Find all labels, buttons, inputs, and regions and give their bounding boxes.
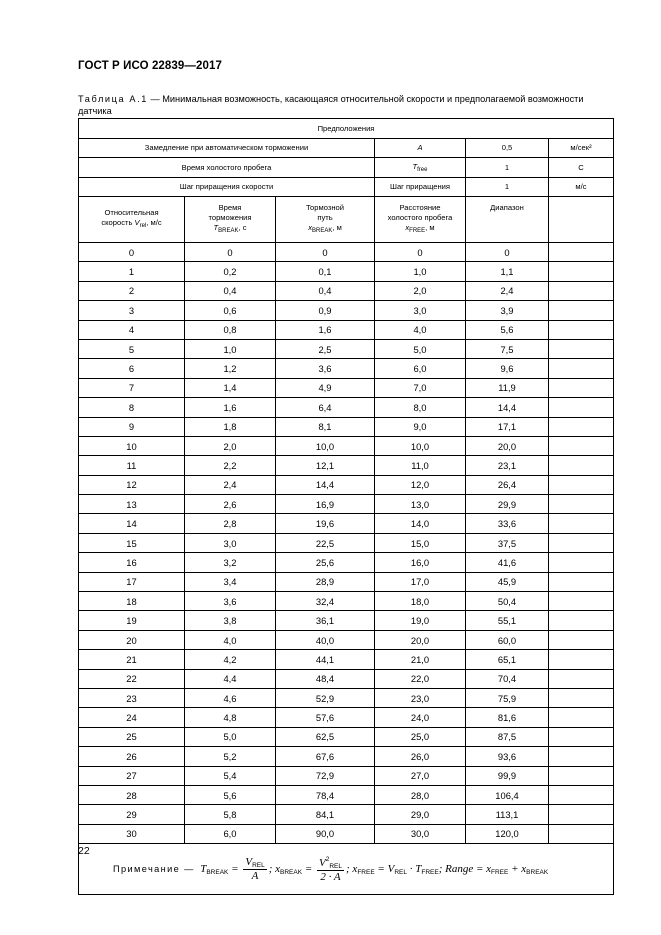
table-cell: 4,2 <box>185 650 276 669</box>
table-cell: 2 <box>79 281 185 300</box>
table-cell: 120,0 <box>466 824 549 843</box>
table-cell: 0,4 <box>185 281 276 300</box>
table-row <box>79 281 614 300</box>
param-symbol: $T_{free}$ <box>375 158 466 178</box>
table-cell: 17 <box>79 572 185 591</box>
table-cell: 0,4 <box>276 281 375 300</box>
col-header-brake-distance: Тормозной путь $x_{BREAK}$, м <box>276 197 375 243</box>
table-cell: 14 <box>79 514 185 533</box>
table-cell: 37,5 <box>466 533 549 552</box>
table-cell-empty <box>549 243 614 262</box>
table-cell: 9 <box>79 417 185 436</box>
table-cell: 9,0 <box>375 417 466 436</box>
table-cell: 5,2 <box>185 747 276 766</box>
table-cell: 13,0 <box>375 495 466 514</box>
param-row <box>79 138 614 158</box>
col-header-empty <box>549 197 614 243</box>
table-cell: 12,0 <box>375 475 466 494</box>
table-cell: 93,6 <box>466 747 549 766</box>
table-cell: 60,0 <box>466 630 549 649</box>
table-cell: 16,9 <box>276 495 375 514</box>
table-cell: 90,0 <box>276 824 375 843</box>
param-row <box>79 158 614 178</box>
table-cell: 72,9 <box>276 766 375 785</box>
table-cell-empty <box>549 727 614 746</box>
table-cell: 4,4 <box>185 669 276 688</box>
table-row <box>79 417 614 436</box>
table-cell: 81,6 <box>466 708 549 727</box>
table-cell: 28,9 <box>276 572 375 591</box>
assumptions-title: Предположения <box>79 119 614 139</box>
table-cell: 28,0 <box>375 785 466 804</box>
table-cell: 12 <box>79 475 185 494</box>
table-cell-empty <box>549 766 614 785</box>
table-row <box>79 339 614 358</box>
table-cell: 4,9 <box>276 378 375 397</box>
table-cell: 0 <box>466 243 549 262</box>
table-cell: 106,4 <box>466 785 549 804</box>
table-row <box>79 592 614 611</box>
table-cell-empty <box>549 514 614 533</box>
table-cell: 1,2 <box>185 359 276 378</box>
table-cell: 36,1 <box>276 611 375 630</box>
note-formula: $T_{BREAK}$ = $\frac{V_{REL}}{A}$ ; $x_{BREAK}$ = $\frac{V^2_{REL}}{2 \cdot A}$ ; $x_{FREE} = V_{REL} \cdot T_{FREE}$; Range = $x_{FREE} + x_{BREAK}$ <box>194 855 549 883</box>
table-cell: 1,6 <box>185 398 276 417</box>
table-cell: 7,0 <box>375 378 466 397</box>
param-unit: С <box>549 158 614 178</box>
table-cell: 5,0 <box>185 727 276 746</box>
capability-table <box>78 118 614 895</box>
table-cell: 4,8 <box>185 708 276 727</box>
table-cell: 2,5 <box>276 339 375 358</box>
table-cell: 10,0 <box>375 436 466 455</box>
table-row <box>79 824 614 843</box>
column-header-row <box>79 197 614 243</box>
table-cell: 11,0 <box>375 456 466 475</box>
table-cell: 24 <box>79 708 185 727</box>
table-cell-empty <box>549 398 614 417</box>
table-cell-empty <box>549 456 614 475</box>
table-row <box>79 727 614 746</box>
table-cell: 23,0 <box>375 688 466 707</box>
table-cell: 3,0 <box>185 533 276 552</box>
table-cell-empty <box>549 359 614 378</box>
param-symbol: A <box>375 138 466 158</box>
table-cell: 23 <box>79 688 185 707</box>
table-cell: 30,0 <box>375 824 466 843</box>
table-cell: 8,0 <box>375 398 466 417</box>
table-cell: 70,4 <box>466 669 549 688</box>
table-cell: 29,0 <box>375 805 466 824</box>
table-cell: 62,5 <box>276 727 375 746</box>
param-unit: м/сек² <box>549 138 614 158</box>
table-cell: 29,9 <box>466 495 549 514</box>
table-cell: 0,2 <box>185 262 276 281</box>
table-cell: 3,9 <box>466 301 549 320</box>
table-cell: 26,0 <box>375 747 466 766</box>
table-cell-empty <box>549 417 614 436</box>
table-cell: 3,6 <box>185 592 276 611</box>
table-cell: 24,0 <box>375 708 466 727</box>
col-header-velocity: Относительная скорость $V_{rel}$, м/с <box>79 197 185 243</box>
table-cell: 3,4 <box>185 572 276 591</box>
table-cell: 1,4 <box>185 378 276 397</box>
table-cell: 21 <box>79 650 185 669</box>
table-cell: 22,0 <box>375 669 466 688</box>
table-cell: 65,1 <box>466 650 549 669</box>
caption-label: Таблица А.1 <box>78 94 148 104</box>
col-header-range: Диапазон <box>466 197 549 243</box>
table-cell: 17,1 <box>466 417 549 436</box>
table-cell: 7 <box>79 378 185 397</box>
table-row <box>79 611 614 630</box>
param-unit: м/с <box>549 177 614 197</box>
table-cell-empty <box>549 436 614 455</box>
table-cell: 50,4 <box>466 592 549 611</box>
table-cell: 25,0 <box>375 727 466 746</box>
table-cell: 32,4 <box>276 592 375 611</box>
table-cell-empty <box>549 708 614 727</box>
col-header-free-distance: Расстояние холостого пробега $x_{FREE}$, м <box>375 197 466 243</box>
table-cell: 19,0 <box>375 611 466 630</box>
table-cell: 27 <box>79 766 185 785</box>
table-cell: 11 <box>79 456 185 475</box>
table-cell-empty <box>549 572 614 591</box>
table-cell: 11,9 <box>466 378 549 397</box>
table-row <box>79 456 614 475</box>
table-cell: 27,0 <box>375 766 466 785</box>
table-row <box>79 747 614 766</box>
table-cell: 0 <box>79 243 185 262</box>
table-cell-empty <box>549 533 614 552</box>
param-row <box>79 177 614 197</box>
table-cell: 4,0 <box>185 630 276 649</box>
table-cell: 18,0 <box>375 592 466 611</box>
table-row <box>79 514 614 533</box>
table-cell: 10,0 <box>276 436 375 455</box>
table-cell: 84,1 <box>276 805 375 824</box>
table-cell: 5,0 <box>375 339 466 358</box>
table-cell: 5,8 <box>185 805 276 824</box>
table-cell: 44,1 <box>276 650 375 669</box>
param-label: Замедление при автоматическом торможении <box>79 138 375 158</box>
table-cell: 15 <box>79 533 185 552</box>
table-cell-empty <box>549 262 614 281</box>
param-value: 1 <box>466 177 549 197</box>
table-cell: 2,0 <box>375 281 466 300</box>
table-cell: 45,9 <box>466 572 549 591</box>
table-cell: 40,0 <box>276 630 375 649</box>
param-symbol: Шаг приращения <box>375 177 466 197</box>
table-cell: 20 <box>79 630 185 649</box>
table-cell: 0 <box>185 243 276 262</box>
table-cell: 0 <box>276 243 375 262</box>
table-cell: 4,6 <box>185 688 276 707</box>
table-cell: 113,1 <box>466 805 549 824</box>
table-cell-empty <box>549 378 614 397</box>
table-cell: 6 <box>79 359 185 378</box>
table-cell: 29 <box>79 805 185 824</box>
table-cell: 5 <box>79 339 185 358</box>
table-cell: 22 <box>79 669 185 688</box>
table-cell-empty <box>549 785 614 804</box>
table-cell-empty <box>549 339 614 358</box>
table-cell: 20,0 <box>375 630 466 649</box>
table-cell: 23,1 <box>466 456 549 475</box>
table-row <box>79 243 614 262</box>
table-cell: 14,4 <box>466 398 549 417</box>
table-cell: 0,6 <box>185 301 276 320</box>
note-cell <box>79 844 614 895</box>
table-cell: 9,6 <box>466 359 549 378</box>
table-caption <box>78 93 613 117</box>
table-cell: 41,6 <box>466 553 549 572</box>
table-cell: 20,0 <box>466 436 549 455</box>
table-cell: 3,2 <box>185 553 276 572</box>
table-cell: 48,4 <box>276 669 375 688</box>
table-row <box>79 398 614 417</box>
table-row <box>79 669 614 688</box>
table-row <box>79 688 614 707</box>
table-row <box>79 495 614 514</box>
table-row <box>79 785 614 804</box>
table-cell: 1,6 <box>276 320 375 339</box>
table-cell-empty <box>549 301 614 320</box>
table-cell-empty <box>549 281 614 300</box>
table-cell: 28 <box>79 785 185 804</box>
caption-text: — Минимальная возможность, касающаяся относительной скорости и предполагаемой возможности датчика <box>78 94 584 116</box>
table-row <box>79 572 614 591</box>
table-cell: 4,0 <box>375 320 466 339</box>
table-cell: 10 <box>79 436 185 455</box>
param-value: 0,5 <box>466 138 549 158</box>
table-row <box>79 359 614 378</box>
table-cell: 2,4 <box>185 475 276 494</box>
table-row <box>79 650 614 669</box>
table-row <box>79 436 614 455</box>
table-cell: 18 <box>79 592 185 611</box>
table-cell: 78,4 <box>276 785 375 804</box>
table-cell: 2,6 <box>185 495 276 514</box>
table-cell-empty <box>549 805 614 824</box>
table-cell: 4 <box>79 320 185 339</box>
param-label: Шаг приращения скорости <box>79 177 375 197</box>
table-cell: 0 <box>375 243 466 262</box>
table-row <box>79 320 614 339</box>
table-cell-empty <box>549 611 614 630</box>
table-cell: 67,6 <box>276 747 375 766</box>
table-cell-empty <box>549 495 614 514</box>
table-cell: 8,1 <box>276 417 375 436</box>
table-cell: 3 <box>79 301 185 320</box>
table-cell-empty <box>549 650 614 669</box>
table-row <box>79 805 614 824</box>
table-cell: 14,0 <box>375 514 466 533</box>
table-row <box>79 475 614 494</box>
table-cell-empty <box>549 592 614 611</box>
table-cell: 75,9 <box>466 688 549 707</box>
table-row <box>79 378 614 397</box>
table-cell: 1 <box>79 262 185 281</box>
note-row <box>79 844 614 895</box>
table-cell: 2,2 <box>185 456 276 475</box>
table-cell: 17,0 <box>375 572 466 591</box>
table-cell-empty <box>549 320 614 339</box>
table-cell: 25,6 <box>276 553 375 572</box>
table-cell: 87,5 <box>466 727 549 746</box>
table-cell: 6,0 <box>185 824 276 843</box>
table-cell: 21,0 <box>375 650 466 669</box>
table-cell: 3,6 <box>276 359 375 378</box>
table-cell: 22,5 <box>276 533 375 552</box>
table-cell: 2,0 <box>185 436 276 455</box>
table-cell: 0,1 <box>276 262 375 281</box>
table-cell: 8 <box>79 398 185 417</box>
table-cell: 0,8 <box>185 320 276 339</box>
table-cell-empty <box>549 747 614 766</box>
table-row <box>79 262 614 281</box>
table-cell: 16 <box>79 553 185 572</box>
table-cell: 2,4 <box>466 281 549 300</box>
param-value: 1 <box>466 158 549 178</box>
table-cell: 57,6 <box>276 708 375 727</box>
table-row <box>79 553 614 572</box>
table-cell: 6,4 <box>276 398 375 417</box>
table-cell: 19 <box>79 611 185 630</box>
table-cell: 26 <box>79 747 185 766</box>
table-cell-empty <box>549 630 614 649</box>
table-cell: 1,1 <box>466 262 549 281</box>
table-cell: 25 <box>79 727 185 746</box>
table-cell: 16,0 <box>375 553 466 572</box>
table-cell: 1,0 <box>185 339 276 358</box>
table-cell: 5,6 <box>185 785 276 804</box>
note-label: Примечание — <box>113 863 195 874</box>
table-row <box>79 630 614 649</box>
table-cell-empty <box>549 824 614 843</box>
table-cell: 14,4 <box>276 475 375 494</box>
table-cell: 1,8 <box>185 417 276 436</box>
table-cell: 26,4 <box>466 475 549 494</box>
table-cell: 5,4 <box>185 766 276 785</box>
param-label: Время холостого пробега <box>79 158 375 178</box>
document-header: ГОСТ Р ИСО 22839—2017 <box>78 60 223 72</box>
table-cell: 55,1 <box>466 611 549 630</box>
table-cell-empty <box>549 669 614 688</box>
table-cell-empty <box>549 553 614 572</box>
table-row <box>79 766 614 785</box>
table-cell: 52,9 <box>276 688 375 707</box>
table-cell-empty <box>549 475 614 494</box>
table-cell: 2,8 <box>185 514 276 533</box>
table-row <box>79 301 614 320</box>
table-cell: 19,6 <box>276 514 375 533</box>
page-number: 22 <box>78 845 90 857</box>
table-cell-empty <box>549 688 614 707</box>
table-cell: 1,0 <box>375 262 466 281</box>
table-cell: 5,6 <box>466 320 549 339</box>
table-cell: 7,5 <box>466 339 549 358</box>
table-cell: 3,8 <box>185 611 276 630</box>
col-header-brake-time: Время торможения $T_{BREAK}$, с <box>185 197 276 243</box>
table-row <box>79 533 614 552</box>
table-cell: 99,9 <box>466 766 549 785</box>
table-cell: 33,6 <box>466 514 549 533</box>
table-cell: 0,9 <box>276 301 375 320</box>
table-cell: 6,0 <box>375 359 466 378</box>
table-cell: 15,0 <box>375 533 466 552</box>
table-cell: 12,1 <box>276 456 375 475</box>
table-cell: 3,0 <box>375 301 466 320</box>
table-cell: 13 <box>79 495 185 514</box>
table-row <box>79 708 614 727</box>
table-cell: 30 <box>79 824 185 843</box>
